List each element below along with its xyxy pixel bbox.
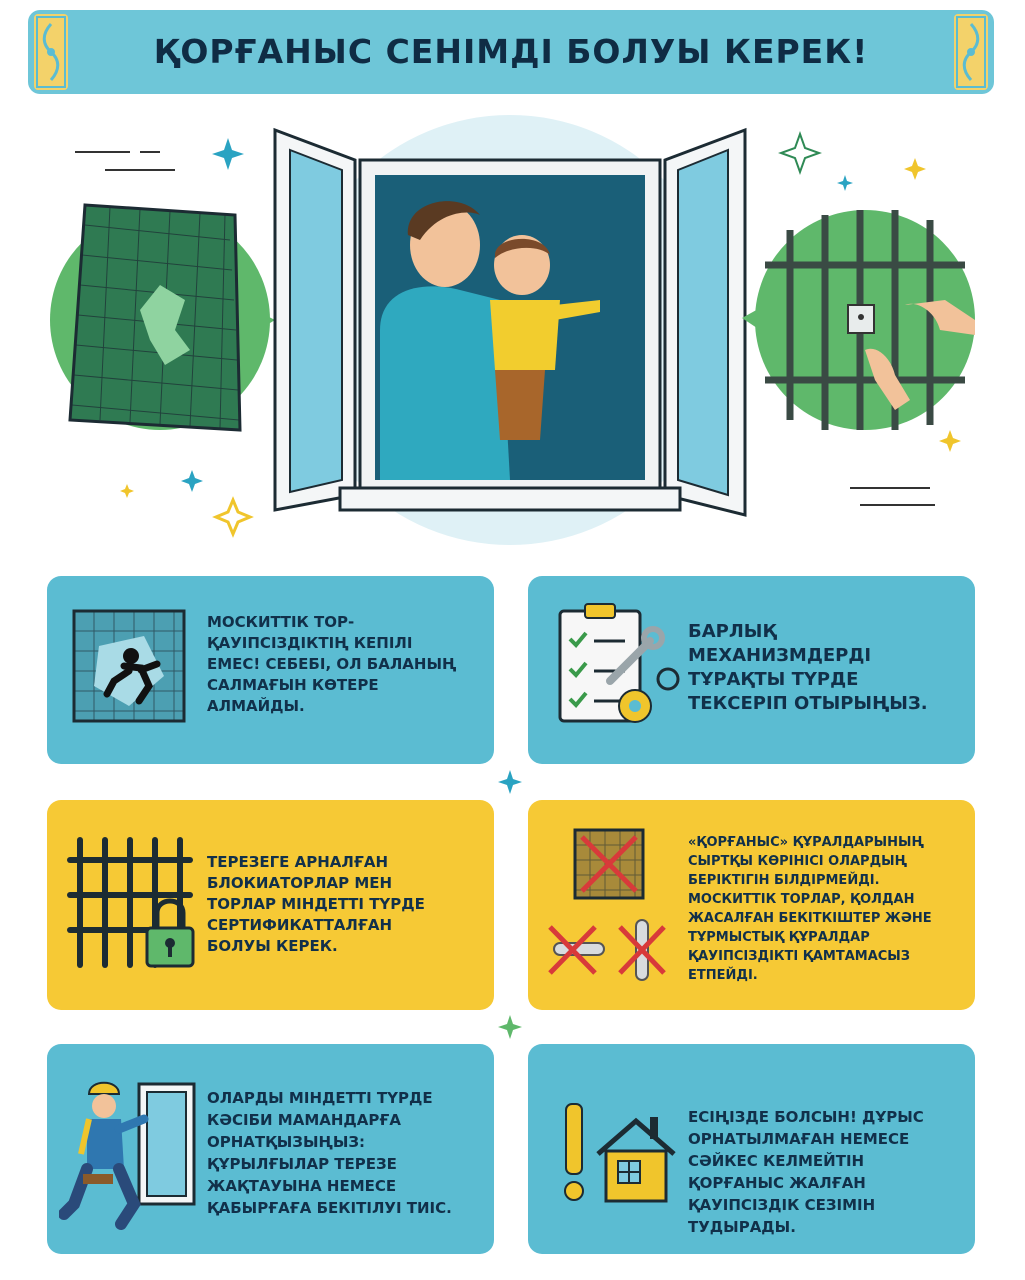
card-text: ЕСІҢІЗДЕ БОЛСЫН! ДҰРЫС ОРНАТЫЛМАҒАН НЕМЕСЕ СӘЙКЕС КЕЛМЕЙТІН ҚОРҒАНЫС ЖАЛҒАН ҚАУІПСІЗДІК СЕЗІМІН ТУДЫРАДЫ. <box>688 1108 924 1236</box>
broken-net-falling-child-icon <box>69 606 189 726</box>
window-grille-lock-icon <box>65 835 195 970</box>
hero-illustration <box>0 110 1025 550</box>
card-text: БАРЛЫҚ МЕХАНИЗМДЕРДІ ТҰРАҚТЫ ТҮРДЕ ТЕКСЕРІП ОТЫРЫҢЫЗ. <box>688 621 928 714</box>
card-text: ТЕРЕЗЕГЕ АРНАЛҒАН БЛОКИАТОРЛАР МЕН ТОРЛАР МІНДЕТТІ ТҮРДЕ СЕРТИФИКАТТАЛҒАН БОЛУЫ КЕРЕК. <box>207 853 425 955</box>
card-text: ОЛАРДЫ МІНДЕТТІ ТҮРДЕ КӘСІБИ МАМАНДАРҒА ОРНАТҚЫЗЫҢЫЗ: ҚҰРЫЛҒЫЛАР ТЕРЕЗЕ ЖАҚТАУЫНА НЕМЕСЕ ҚАБЫРҒАҒА БЕКІТІЛУІ ТИІС. <box>207 1089 452 1217</box>
card-appearance-warning <box>528 800 975 1010</box>
open-window-illustration-icon <box>275 130 745 515</box>
card-mosquito-net <box>47 576 494 764</box>
sparkle-icon <box>498 1015 522 1039</box>
sparkle-icon <box>498 770 522 794</box>
grille-with-lock-illustration-icon <box>742 210 975 430</box>
ornament-left-icon <box>34 14 68 90</box>
page-title: ҚОРҒАНЫС СЕНІМДІ БОЛУЫ КЕРЕК! <box>153 32 869 71</box>
card-remember-warning <box>528 1044 975 1254</box>
checklist-wrench-gear-icon <box>550 601 685 736</box>
torn-net-illustration-icon <box>50 205 275 430</box>
worker-installing-window-icon <box>59 1074 204 1239</box>
ornament-right-icon <box>954 14 988 90</box>
card-professional-install <box>47 1044 494 1254</box>
card-text: МОСКИТТІК ТОР-ҚАУІПСІЗДІКТІҢ КЕПІЛІ ЕМЕС! СЕБЕБІ, ОЛ БАЛАНЫҢ САЛМАҒЫН КӨТЕРЕ АЛМАЙДЫ. <box>207 613 457 715</box>
card-certified-blockers <box>47 800 494 1010</box>
card-text: «ҚОРҒАНЫС» ҚҰРАЛДАРЫНЫҢ СЫРТҚЫ КӨРІНІСІ ОЛАРДЫҢ БЕРІКТІГІН БІЛДІРМЕЙДІ. МОСКИТТІК ТОРЛАР, ҚОЛДАН ЖАСАЛҒАН БЕКІТКІШТЕР ЖӘНЕ ТҰРМЫСТЫҚ ҚҰРАЛДАР ҚАУІПСІЗДІКТІ ҚАМТАМАСЫЗ ЕТПЕЙДІ. <box>688 835 932 983</box>
card-check-mechanisms <box>528 576 975 764</box>
warning-house-icon <box>558 1099 678 1219</box>
title-banner <box>28 10 994 94</box>
crossed-net-and-handles-icon <box>540 825 680 990</box>
